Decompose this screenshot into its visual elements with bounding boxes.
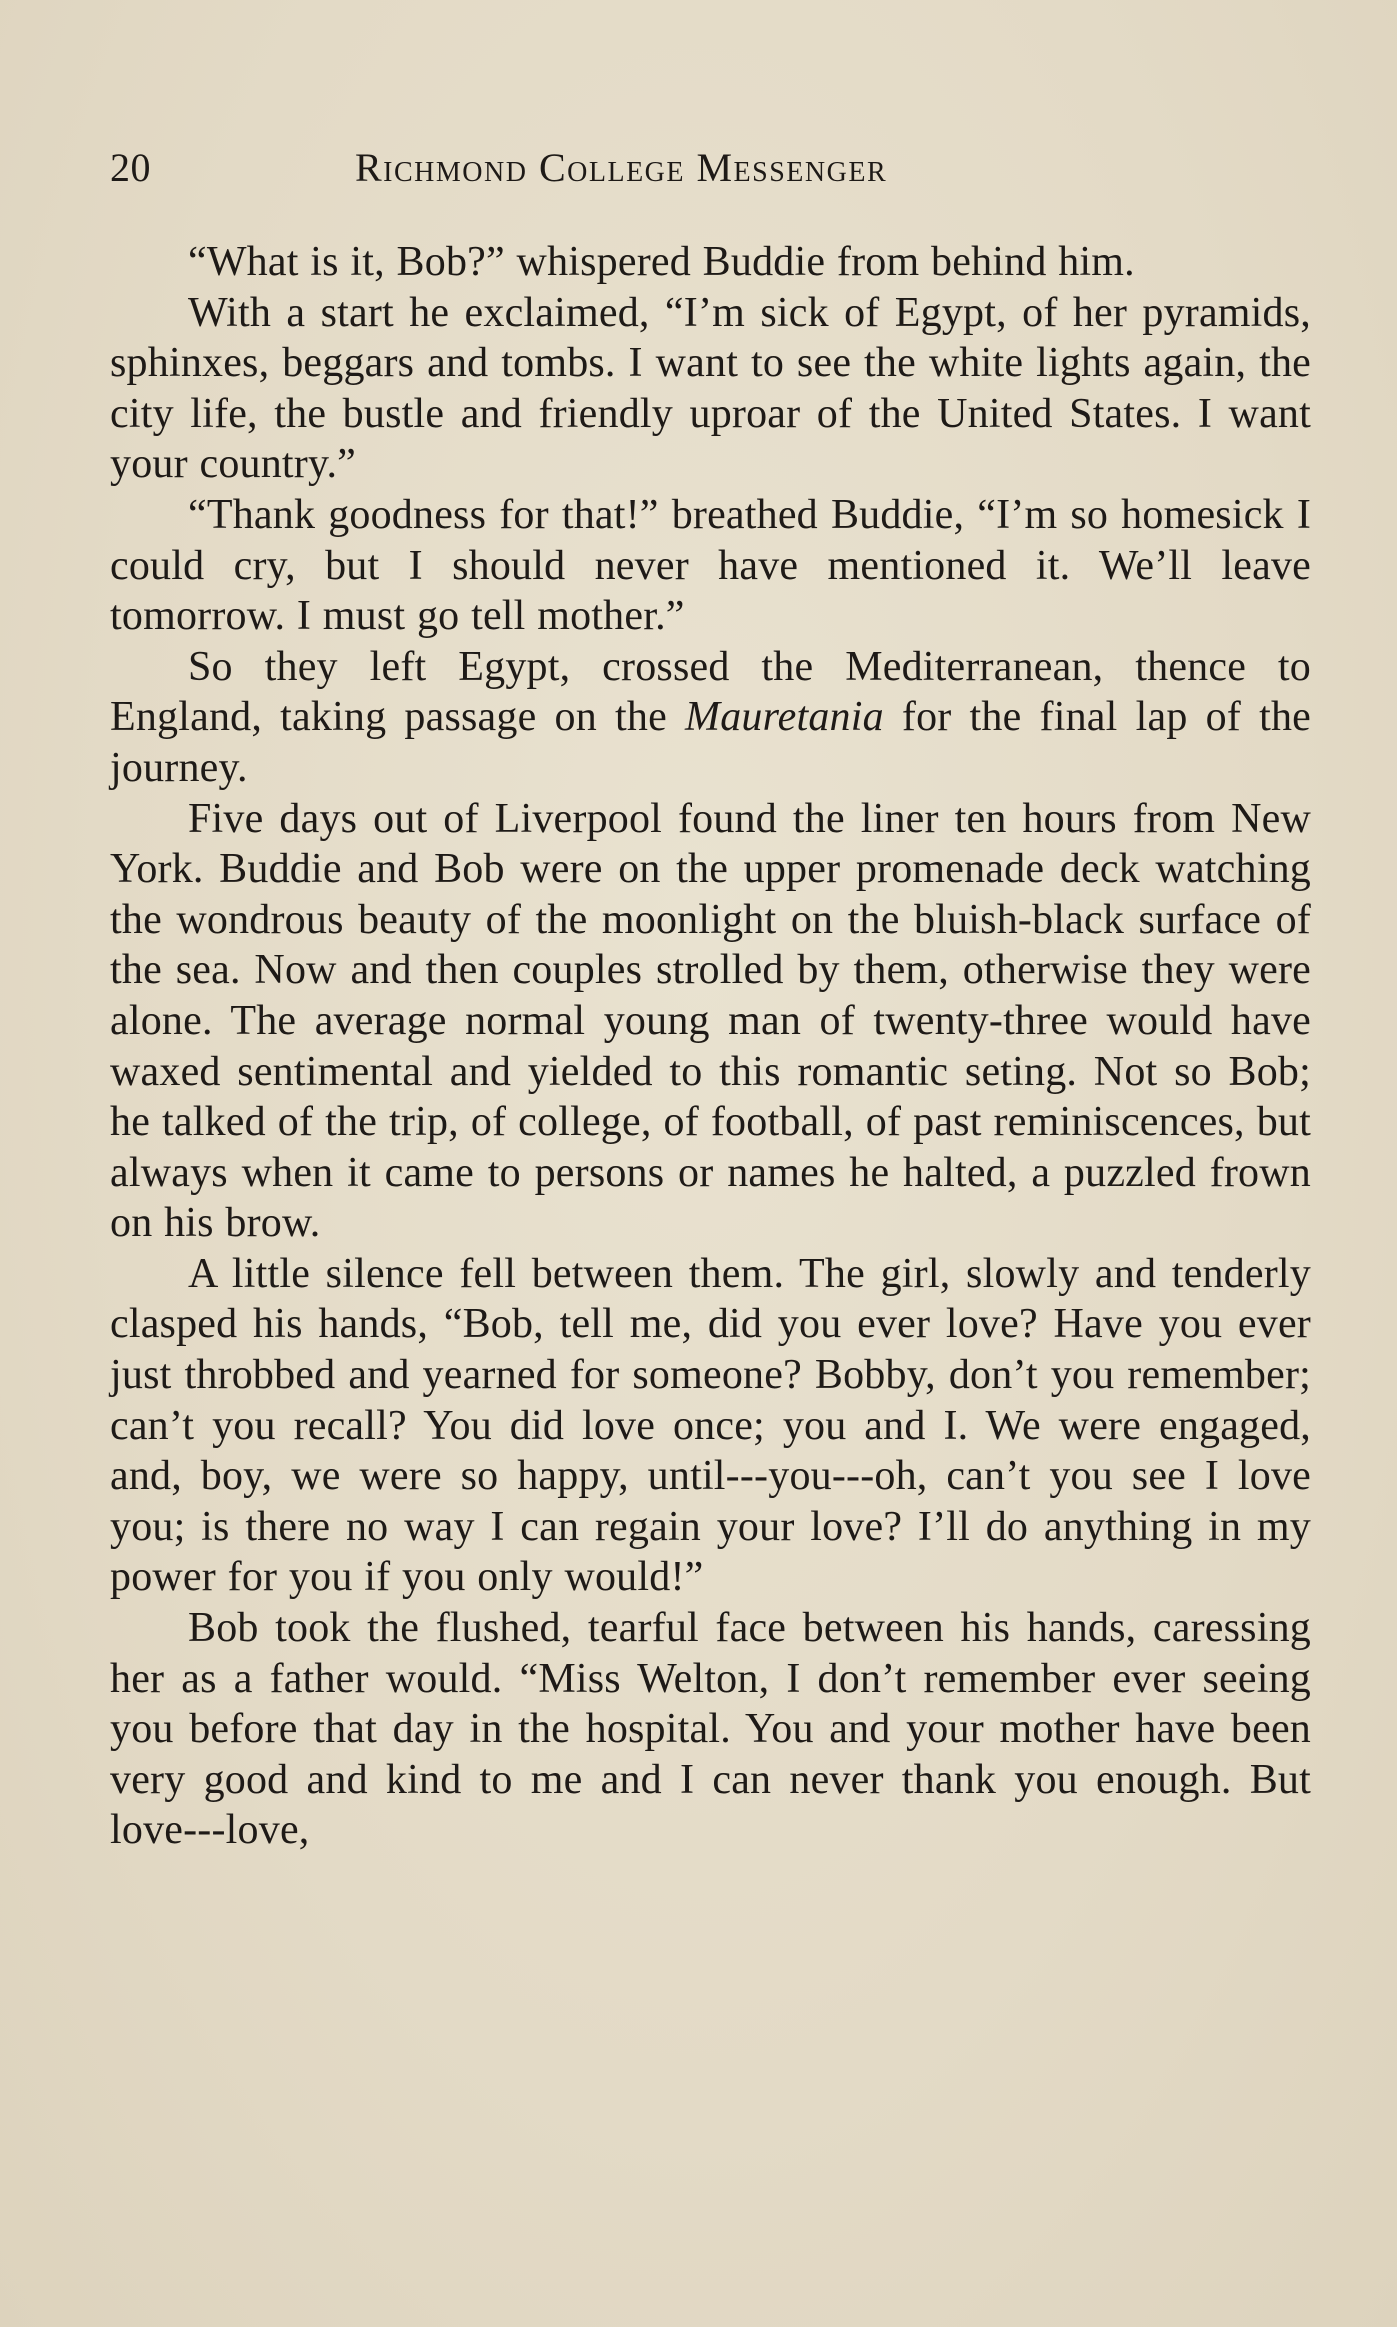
paragraph-5: Five days out of Liverpool found the liner ten hours from New York. Buddie and Bob were on the upper promenade deck watching the wondrous beauty of the moonlight on the bluish-black surface of the sea. Now and then couples strolled by them, otherwise they were alone. The average normal young man of twenty-three would have waxed sentimental and yielded to this romantic seting. Not so Bob; he talked of the trip, of college, of football, of past reminiscences, but always when it came to persons or names he halted, a puzzled frown on his brow. (110, 795, 1311, 1247)
paragraph-7: Bob took the flushed, tearful face between his hands, caressing her as a father would. “Miss Welton, I don’t remember ever seeing you before that day in the hospital. You and your mother have been very good and kind to me and I can never thank you enough. But love---love, (110, 1605, 1311, 1854)
page-header (110, 140, 1320, 200)
ship-name: Mauretania (685, 694, 884, 741)
page-number: 20 (110, 145, 151, 190)
paragraph-3: “Thank goodness for that!” breathed Buddie, “I’m so homesick I could cry, but I should never have mentioned it. We’ll leave tomorrow. I must go tell mother.” (110, 491, 1311, 640)
paragraph-6: A little silence fell between them. The girl, slowly and tenderly clasped his hands, “Bob, tell me, did you ever love? Have you ever just throbbed and yearned for someone? Bobby, don’t you remember; can’t you recall? You did love once; you and I. We were engaged, and, boy, we were so happy, until---you---oh, can’t you see I love you; is there no way I can regain your love? I’ll do anything in my power for you if you only would!” (110, 1250, 1311, 1601)
paragraph-1: “What is it, Bob?” whispered Buddie from behind him. (188, 239, 1135, 285)
paragraph-4-text-before: So they left Egypt, crossed the Mediterranean, thence to England, taking passage on the (110, 643, 1311, 741)
body-text (110, 237, 1311, 1856)
paragraph-4-text-after: for the final lap of the journey. (110, 694, 1311, 791)
paragraph-2: With a start he exclaimed, “I’m sick of Egypt, of her pyramids, sphinxes, beggars and tombs. I want to see the white lights again, the city life, the bustle and friendly uproar of the United States. I want your country.” (110, 289, 1311, 488)
paragraph-4 (110, 642, 1311, 794)
running-title: Richmond College Messenger (355, 145, 888, 190)
